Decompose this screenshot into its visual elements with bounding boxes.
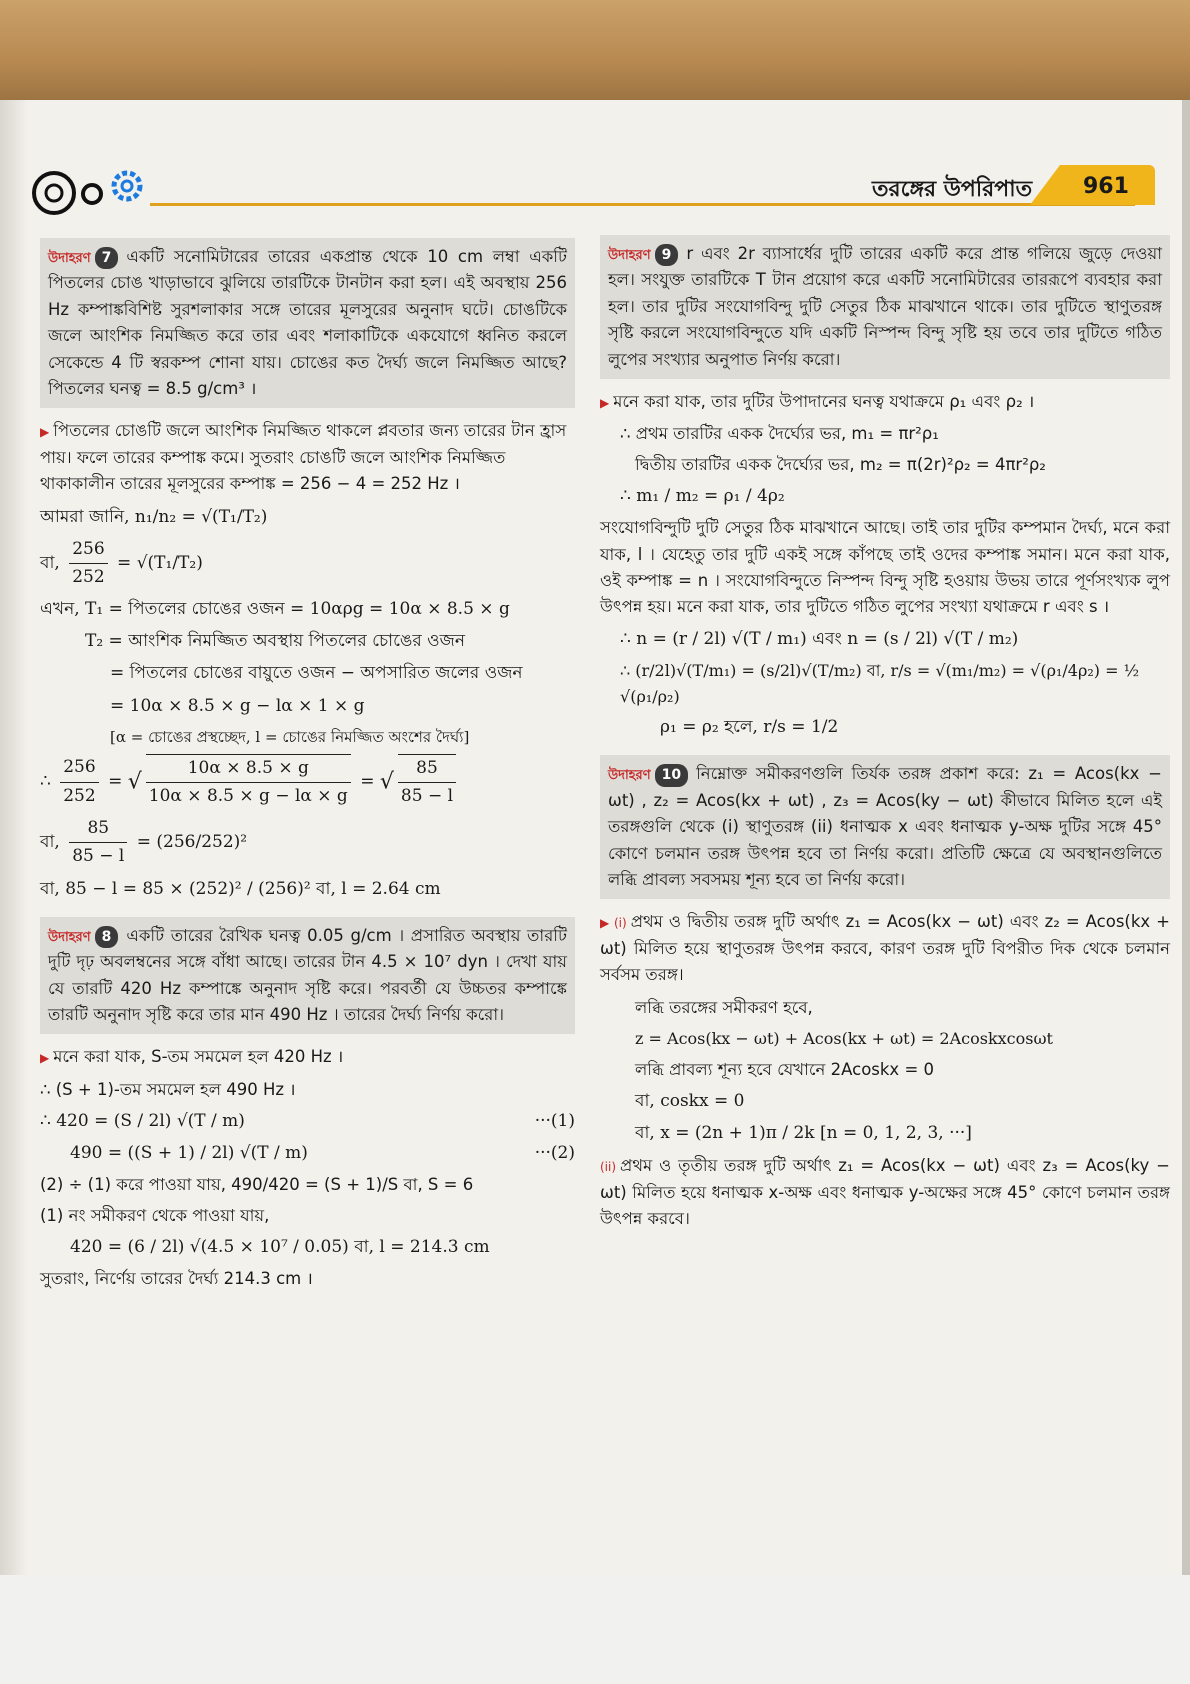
equation-t2-line2: = পিতলের চোঙের বায়ুতে ওজন − অপসারিত জলের ওজন	[110, 663, 523, 684]
example-10-step: লব্ধি তরঙ্গের সমীকরণ হবে,	[635, 997, 813, 1017]
equation-lhs: এখন, T₁	[40, 599, 104, 620]
example-7-problem	[40, 238, 575, 408]
example-8-step4: (1) নং সমীকরণ থেকে পাওয়া যায়,	[40, 1205, 270, 1225]
equation-frequency: ∴ n = (r / 2l) √(T / m₁) এবং n = (s / 2l) √(T / m₂)	[620, 628, 1019, 649]
equation-mass-ratio: ∴ m₁ / m₂ = ρ₁ / 4ρ₂	[620, 486, 785, 507]
example-8-step1	[40, 1044, 575, 1070]
equation-ratio: আমরা জানি, n₁/n₂ = √(T₁/T₂)	[40, 506, 268, 527]
solution-marker-icon: ▶	[40, 1051, 50, 1066]
equation-t1	[40, 596, 575, 623]
page-number: 961	[1083, 174, 1129, 199]
solution-text: মনে করা যাক, S-তম সমমেল হল 420 Hz ।	[53, 1047, 344, 1067]
right-column	[600, 235, 1170, 1238]
fraction-denominator: 85 − l	[400, 786, 454, 807]
example-9-step3: দ্বিতীয় তারটির একক দৈর্ঘ্যের ভর, m₂ = π(2r)²ρ₂ = 4πr²ρ₂	[635, 454, 1046, 474]
fraction-denominator: 10α × 8.5 × g − lα × g	[148, 786, 348, 807]
equation-substitution: ∴ $\frac{256}{252}$ = √ $\frac{10\alpha \times 8.5 \times g}{10\alpha \times 8.5 \times g - l\alpha \times g}$ = √ $\frac{85}{85 - l}$	[40, 754, 575, 810]
fraction-denominator: 85 − l	[72, 846, 125, 867]
equation-prefix: বা,	[40, 552, 60, 573]
example-8-step2: ∴ (S + 1)-তম সমমেল হল 490 Hz ।	[40, 1079, 296, 1099]
solution-text: প্রথম ও দ্বিতীয় তরঙ্গ দুটি অর্থাৎ z₁ = Acos(kx − ωt) এবং z₂ = Acos(kx + ωt) মিলিত হয়ে স্থাণুতরঙ্গ উৎপন্ন করবে, কারণ তরঙ্গ দুটি বিপরীত দিক থেকে চলমান সর্বসম তরঙ্গ।	[600, 912, 1170, 985]
example-number: 7	[95, 247, 119, 269]
example-8-text: একটি তারের রৈখিক ঘনত্ব 0.05 g/cm । প্রসারিত অবস্থায় তারটি দুটি দৃঢ় অবলম্বনের সঙ্গে বাঁধা আছে। তারের টান 4.5 × 10⁷ dyn । দেখা যায় যে তারটি 420 Hz কম্পাঙ্কে অনুনাদ সৃষ্টি করে। পরবর্তী যে উচ্চতর কম্পাঙ্কে তারটি অনুনাদ সৃষ্টি করে তার মান 490 Hz । তারের দৈর্ঘ্য নির্ণয় করো।	[48, 925, 567, 1024]
equation-3: 420 = (6 / 2l) √(4.5 × 10⁷ / 0.05) বা, l = 214.3 cm	[70, 1237, 490, 1258]
scan-bottom-margin	[0, 1575, 1190, 1684]
example-badge: উদাহরণ	[608, 248, 651, 263]
example-10-step: লব্ধি প্রাবল্য শূন্য হবে যেখানে 2Acoskx = 0	[635, 1059, 935, 1079]
equation-squared	[40, 815, 575, 870]
equation-loop-ratio: ∴ (r/2l)√(T/m₁) = (s/2l)√(T/m₂) বা, r/s = √(m₁/m₂) = √(ρ₁/4ρ₂) = ½ √(ρ₁/ρ₂)	[620, 661, 1140, 706]
example-number: 10	[655, 764, 688, 786]
example-10-part-i	[600, 909, 1170, 988]
example-9-explanation: সংযোগবিন্দুটি দুটি সেতুর ঠিক মাঝখানে আছে। তাই তার দুটির কম্পমান দৈর্ঘ্য, মনে করা যাক, l । যেহেতু তার দুটি একই সঙ্গে কাঁপছে তাই ওদের কম্পাঙ্ক সমান। মনে করা যাক, ওই কম্পাঙ্ক = n । সংযোগবিন্দুতে নিস্পন্দ বিন্দু সৃষ্টি হওয়ায় উভয় তারে পূর্ণসংখ্যক লুপ উৎপন্ন হয়। মনে করা যাক, তার দুটিতে গঠিত লুপের সংখ্যা যথাক্রমে r এবং s ।	[600, 518, 1170, 617]
equation-node-positions: বা, x = (2n + 1)π / 2k [n = 0, 1, 2, 3, ···]	[635, 1123, 972, 1144]
equation-standing-wave: z = Acos(kx − ωt) + Acos(kx + ωt) = 2Acoskxcosωt	[635, 1028, 1053, 1048]
left-column	[40, 238, 575, 1297]
example-10-part-ii	[600, 1153, 1170, 1232]
table-background	[0, 0, 1190, 100]
example-7-solution-intro	[40, 418, 575, 497]
equation-ratio-values: বা, $\frac{256}{252}$ = √(T₁/T₂)	[40, 536, 575, 591]
equation-2	[70, 1140, 575, 1167]
example-8-problem	[40, 917, 575, 1035]
solution-text: মনে করা যাক, তার দুটির উপাদানের ঘনত্ব যথাক্রমে ρ₁ এবং ρ₂ ।	[613, 391, 1035, 411]
equation-t2-note: [α = চোঙের প্রস্থচ্ছেদ, l = চোঙের নিমজ্জিত অংশের দৈর্ঘ্য]	[110, 727, 470, 746]
example-badge: উদাহরণ	[48, 929, 91, 945]
fraction-numerator: 85	[398, 755, 456, 783]
example-badge: উদাহরণ	[608, 768, 651, 784]
chapter-title: তরঙ্গের উপরিপাত	[872, 177, 1033, 202]
example-8-answer: সুতরাং, নির্ণেয় তারের দৈর্ঘ্য 214.3 cm ।	[40, 1269, 313, 1289]
gear-head-logo-icon	[32, 168, 147, 222]
equation-t2-line1: T₂ = আংশিক নিমজ্জিত অবস্থায় পিতলের চোঙের ওজন	[85, 631, 466, 652]
part-marker: (ii)	[600, 1160, 617, 1175]
fraction-numerator: 256	[60, 754, 98, 782]
example-10-problem	[600, 755, 1170, 899]
equation-tag: ···(1)	[534, 1111, 575, 1132]
solution-marker-icon: ▶	[40, 425, 50, 440]
fraction-numerator: 256	[69, 536, 107, 564]
fraction-numerator: 10α × 8.5 × g	[146, 755, 351, 783]
example-number: 9	[655, 244, 679, 266]
example-9-step1	[600, 389, 1170, 415]
example-9-step2: ∴ প্রথম তারটির একক দৈর্ঘ্যের ভর, m₁ = πr²ρ₁	[620, 424, 939, 444]
equation-cos-zero: বা, coskx = 0	[635, 1090, 745, 1111]
equation-rhs: = (256/252)²	[136, 832, 248, 853]
page-edge	[1182, 100, 1190, 1575]
equation-rhs: = পিতলের চোঙের ওজন = 10αρg = 10α × 8.5 × g	[108, 599, 510, 620]
example-number: 8	[95, 926, 119, 948]
example-9-problem	[600, 235, 1170, 379]
example-7-text: একটি সনোমিটারের তারের একপ্রান্ত থেকে 10 cm লম্বা একটি পিতলের চোঙ খাড়াভাবে ঝুলিয়ে তারটিকে টানটান করা হল। এই অবস্থায় 256 Hz কম্পাঙ্কবিশিষ্ট সুরশলাকার সঙ্গে তারের মূলসুরের অনুনাদ ঘটে। চোঙটিকে জলে আংশিক নিমজ্জিত করে তার এবং শলাকাটিকে একযোগে ধ্বনিত করলে সেকেন্ডে 4 টি স্বরকম্প শোনা যায়। চোঙের কত দৈর্ঘ্য জলে নিমজ্জিত আছে? পিতলের ঘনত্ব = 8.5 g/cm³ ।	[48, 247, 567, 398]
example-9-answer: ρ₁ = ρ₂ হলে, r/s = 1/2	[660, 717, 839, 738]
example-9-text: r এবং 2r ব্যাসার্ধের দুটি তারের একটি করে প্রান্ত গলিয়ে জুড়ে দেওয়া হল। সংযুক্ত তারটিকে T টান প্রয়োগ করে একটি সনোমিটারের তাররূপে ব্যবহার করা হল। তার দুটির সংযোগবিন্দু দুটি সেতুর ঠিক মাঝখানে থাকে। তার দুটিতে স্থাণুতরঙ্গ সৃষ্টি করলে সংযোগবিন্দুতে যদি একটি নিস্পন্দ বিন্দু সৃষ্টি হয় তবে তার দুটিতে গঠিত লুপের সংখ্যার অনুপাত নির্ণয় করো।	[608, 244, 1162, 369]
equation-prefix: আমরা জানি,	[40, 506, 130, 527]
example-badge: উদাহরণ	[48, 251, 91, 266]
part-marker: (i)	[613, 916, 627, 931]
solution-text: প্রথম ও তৃতীয় তরঙ্গ দুটি অর্থাৎ z₁ = Acos(kx − ωt) এবং z₃ = Acos(ky − ωt) মিলিত হয়ে ধনাত্মক x-অক্ষ এবং ধনাত্মক y-অক্ষের সঙ্গে 45° কোণে চলমান তরঙ্গ উৎপন্ন করবে।	[600, 1156, 1170, 1229]
equation-tag: ···(2)	[534, 1143, 575, 1164]
solution-marker-icon: ▶	[600, 916, 610, 931]
fraction-denominator: 252	[63, 785, 96, 806]
equation-body: ∴ 420 = (S / 2l) √(T / m)	[40, 1111, 245, 1132]
page-gutter	[0, 100, 28, 1575]
example-8-step3: (2) ÷ (1) করে পাওয়া যায়, 490/420 = (S + 1)/S বা, S = 6	[40, 1175, 474, 1195]
equation-body: 490 = ((S + 1) / 2l) √(T / m)	[70, 1143, 308, 1164]
fraction-denominator: 252	[72, 566, 105, 587]
equation-1	[40, 1108, 575, 1135]
solution-text: পিতলের চোঙটি জলে আংশিক নিমজ্জিত থাকলে প্লবতার জন্য তারের টান হ্রাস পায়। ফলে তারের কম্পাঙ্ক কমে। সুতরাং চোঙটি জলে আংশিক নিমজ্জিত থাকাকালীন তারের মূলসুরের কম্পাঙ্ক = 256 − 4 = 252 Hz ।	[40, 421, 567, 494]
example-10-text: নিম্নোক্ত সমীকরণগুলি তির্যক তরঙ্গ প্রকাশ করে: z₁ = Acos(kx − ωt) , z₂ = Acos(kx + ωt) , z₃ = Acos(ky − ωt) কীভাবে মিলিত হলে এই তরঙ্গগুলি থেকে (i) স্থাণুতরঙ্গ (ii) ধনাত্মক x এবং ধনাত্মক y-অক্ষ দুটির সঙ্গে 45° কোণে চলমান তরঙ্গ উৎপন্ন হবে তা নির্ণয় করো। প্রতিটি ক্ষেত্রে যে অবস্থানগুলিতে লব্ধি প্রাবল্য সবসময় শূন্য হবে তা নির্ণয় করো।	[608, 764, 1162, 889]
equation-prefix: বা,	[40, 832, 60, 853]
equation-t2-line3: = 10α × 8.5 × g − lα × 1 × g	[110, 695, 365, 716]
solution-marker-icon: ▶	[600, 395, 610, 410]
fraction-numerator: 85	[69, 815, 127, 843]
example-7-answer: বা, 85 − l = 85 × (252)² / (256)² বা, l = 2.64 cm	[40, 878, 441, 899]
